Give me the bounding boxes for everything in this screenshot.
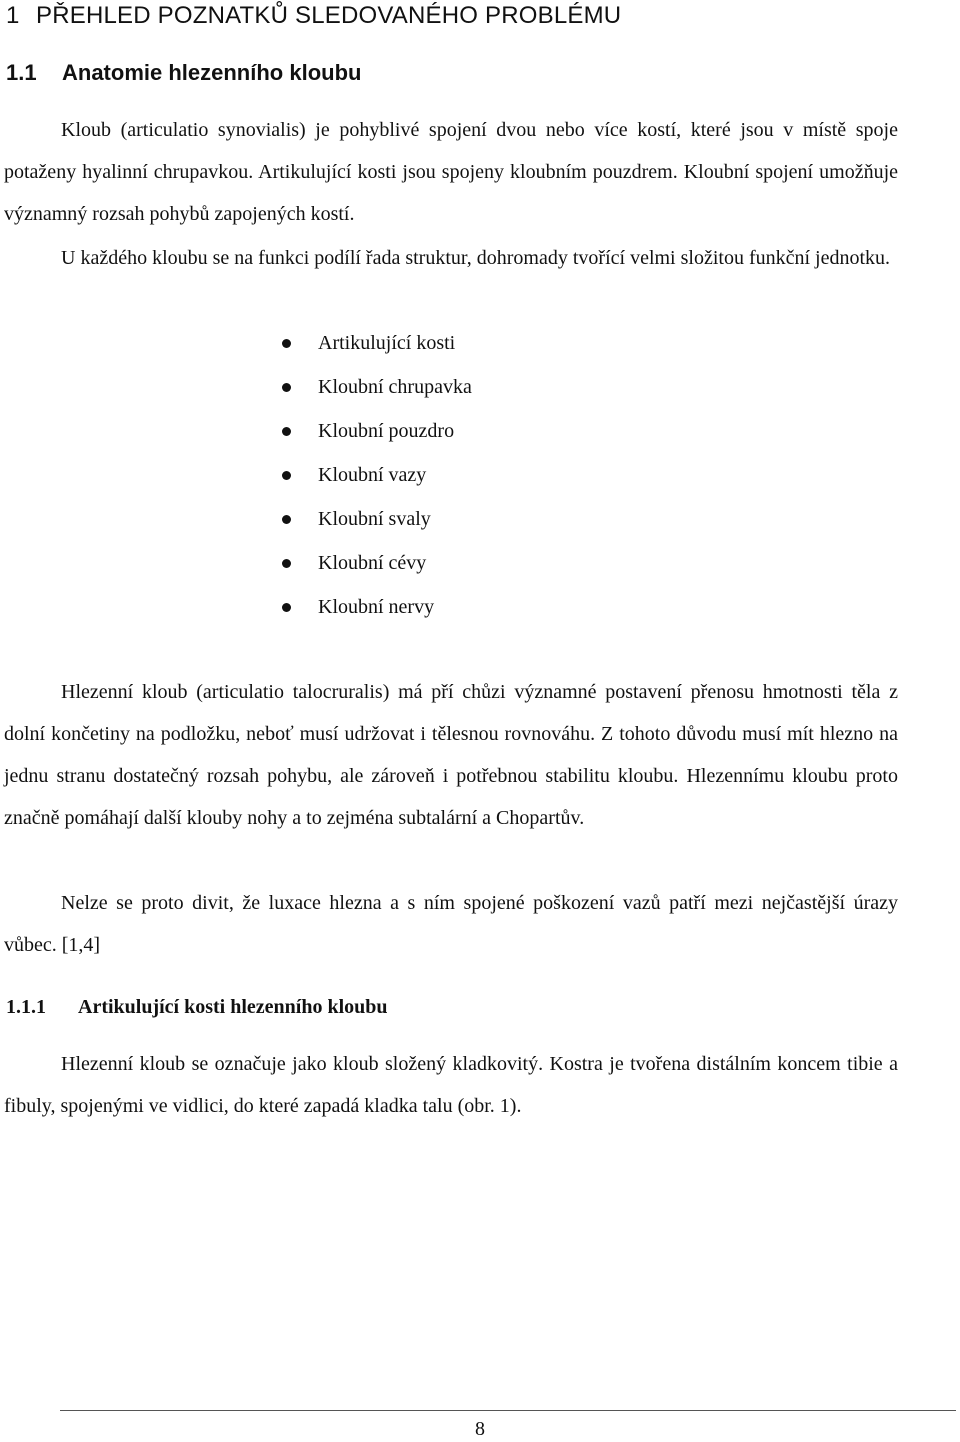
list-item-label: Kloubní vazy bbox=[318, 464, 427, 486]
bullet-icon bbox=[282, 515, 291, 524]
page-number: 8 bbox=[475, 1418, 485, 1440]
subsection-paragraph: Hlezenní kloub se označuje jako kloub složený kladkovitý. Kostra je tvořena distálním koncem tibie a fibuly, spojenými ve vidlici, do které zapadá kladka talu (obr. 1). bbox=[4, 1053, 898, 1117]
bullet-icon bbox=[282, 559, 291, 568]
bullet-icon bbox=[282, 427, 291, 436]
intro-paragraph: Kloub (articulatio synovialis) je pohyblivé spojení dvou nebo více kostí, které jsou v místě spoje potaženy hyalinní chrupavkou. Artikulující kosti jsou spojeny kloubním pouzdrem. Kloubní spojení umožňuje významný rozsah pohybů zapojených kostí. bbox=[4, 119, 898, 225]
list-item-label: Kloubní nervy bbox=[318, 596, 435, 618]
section-number: 1.1 bbox=[6, 60, 37, 85]
list-item bbox=[280, 498, 472, 542]
list-item-label: Kloubní chrupavka bbox=[318, 376, 472, 398]
bullet-icon bbox=[282, 603, 291, 612]
subsection-title: Artikulující kosti hlezenního kloubu bbox=[78, 996, 388, 1018]
list-item-label: Artikulující kosti bbox=[318, 332, 456, 354]
chapter-title: PŘEHLED POZNATKŮ SLEDOVANÉHO PROBLÉMU bbox=[36, 2, 622, 29]
list-item bbox=[280, 322, 472, 366]
section-title: Anatomie hlezenního kloubu bbox=[62, 60, 362, 85]
section-heading bbox=[6, 60, 361, 86]
list-item-label: Kloubní pouzdro bbox=[318, 420, 455, 442]
bullet-icon bbox=[282, 383, 291, 392]
footer-divider bbox=[60, 1410, 956, 1411]
list-item bbox=[280, 586, 472, 630]
list-item-label: Kloubní svaly bbox=[318, 508, 431, 530]
subsection-number: 1.1.1 bbox=[6, 996, 46, 1018]
chapter-heading bbox=[6, 2, 621, 30]
bullet-icon bbox=[282, 471, 291, 480]
chapter-number: 1 bbox=[6, 2, 20, 29]
list-item bbox=[280, 542, 472, 586]
list-item bbox=[280, 410, 472, 454]
list-item-label: Kloubní cévy bbox=[318, 552, 427, 574]
structures-paragraph: U každého kloubu se na funkci podílí řada struktur, dohromady tvořící velmi složitou funkční jednotku. bbox=[61, 247, 891, 269]
list-item bbox=[280, 366, 472, 410]
structure-list bbox=[280, 322, 472, 630]
list-item bbox=[280, 454, 472, 498]
ankle-paragraph: Hlezenní kloub (articulatio talocruralis) má pří chůzi významné postavení přenosu hmotnosti těla z dolní končetiny na podložku, neboť musí udržovat i tělesnou rovnováhu. Z tohoto důvodu musí mít hlezno na jednu stranu dostatečný rozsah pohybu, ale zároveň i potřebnou stabilitu kloubu. Hlezennímu kloubu proto značně pomáhají další klouby nohy a to zejména subtalární a Chopartův. bbox=[4, 681, 898, 829]
injury-paragraph: Nelze se proto divit, že luxace hlezna a s ním spojené poškození vazů patří mezi nejčastější úrazy vůbec. [1,4] bbox=[4, 892, 898, 956]
subsection-heading bbox=[6, 996, 388, 1019]
bullet-icon bbox=[282, 339, 291, 348]
